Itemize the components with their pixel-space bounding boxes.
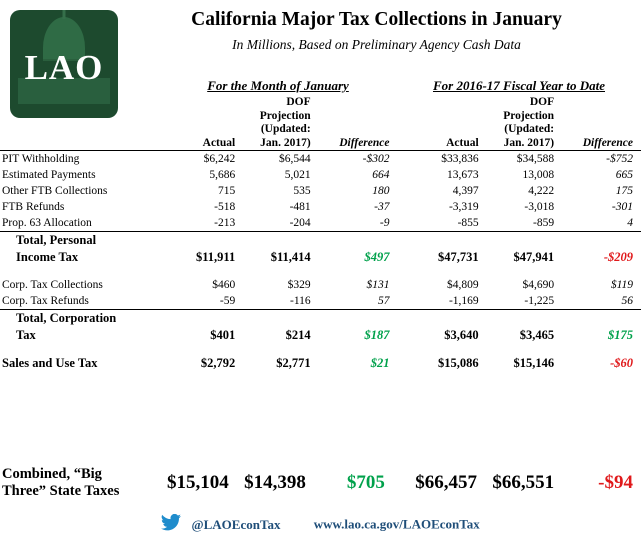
sales-year-difference: -$60 (610, 356, 633, 370)
total-corp-year-actual: $3,640 (444, 328, 479, 342)
header-row-line2 (0, 110, 641, 124)
total-pit-label-1: Total, Personal (0, 232, 167, 250)
cell-month-difference: -37 (374, 201, 390, 213)
cell-year-actual: -1,169 (448, 295, 479, 307)
cell-year-difference: 175 (615, 185, 633, 197)
sales-month-actual: $2,792 (200, 356, 236, 370)
cell-year-actual: -3,319 (448, 201, 479, 213)
sales-year-actual: $15,086 (438, 356, 479, 370)
row-label: Prop. 63 Allocation (2, 217, 92, 229)
tax-collections-table (0, 96, 641, 372)
cell-year-projection: 4,222 (528, 185, 555, 197)
sales-use-tax-label: Sales and Use Tax (2, 356, 98, 370)
total-pit-label-2: Income Tax (16, 250, 79, 264)
row-label: FTB Refunds (2, 201, 65, 213)
page-title: California Major Tax Collections in January (191, 9, 562, 30)
combined-month-actual: $15,104 (166, 472, 229, 493)
col-header-dof-m: DOF (286, 96, 311, 108)
cell-month-actual: -518 (214, 201, 236, 213)
total-corp-month-projection: $214 (285, 328, 311, 342)
website-url[interactable]: www.lao.ca.gov/LAOEconTax (313, 516, 480, 532)
total-pit-month-actual: $11,911 (195, 250, 236, 264)
cell-month-projection: -204 (289, 217, 311, 229)
total-pit-year-actual: $47,731 (438, 250, 479, 264)
col-header-actual-y: Actual (446, 136, 479, 149)
cell-month-difference: $131 (366, 279, 390, 291)
cell-month-actual: -59 (219, 295, 236, 307)
cell-year-projection: -1,225 (524, 295, 555, 307)
col-header-projection-m: Projection (259, 109, 311, 122)
table-row (0, 293, 641, 310)
cell-year-difference: $119 (610, 279, 633, 291)
col-header-projection-y: Projection (503, 109, 555, 122)
combined-year-projection: $66,551 (492, 472, 555, 493)
combined-label (0, 466, 158, 500)
table-row (0, 183, 641, 199)
cell-year-projection: $4,690 (522, 279, 555, 291)
table-body (0, 151, 641, 373)
header-row-line1 (0, 96, 641, 110)
total-row-corp-line1 (0, 310, 641, 328)
col-header-jan2017-y: Jan. 2017) (503, 136, 555, 149)
table-row (0, 151, 641, 168)
col-header-difference-m: Difference (339, 136, 390, 149)
cell-month-projection: 5,021 (284, 169, 311, 181)
cell-month-actual: $460 (212, 279, 236, 291)
total-row-pit-line2 (0, 249, 641, 266)
total-corp-year-projection: $3,465 (519, 328, 555, 342)
cell-year-difference: -301 (611, 201, 633, 213)
cell-year-projection: -859 (533, 217, 555, 229)
cell-year-projection: $34,588 (485, 151, 560, 168)
total-pit-month-difference: $497 (364, 250, 390, 264)
twitter-bird-icon (161, 514, 181, 535)
combined-label-line1: Combined, “Big (2, 466, 102, 482)
total-corp-year-difference: $175 (608, 328, 633, 342)
cell-year-actual: 4,397 (452, 185, 479, 197)
sales-year-projection: $15,146 (513, 356, 555, 370)
cell-month-difference: -$302 (317, 151, 398, 168)
cell-year-difference: 4 (627, 217, 633, 229)
total-pit-year-projection: $47,941 (513, 250, 555, 264)
row-label: Estimated Payments (2, 169, 96, 181)
header-row-line3 (0, 123, 641, 137)
combined-label-line2: Three” State Taxes (2, 483, 120, 499)
total-row-corp-line2 (0, 327, 641, 344)
table-head (0, 96, 641, 151)
combined-year-actual: $66,457 (415, 472, 477, 493)
cell-year-difference: -$752 (560, 151, 641, 168)
row-spacer (0, 266, 641, 273)
cell-month-projection: 535 (293, 185, 311, 197)
cell-year-projection: -3,018 (524, 201, 555, 213)
header-row-line4 (0, 137, 641, 151)
row-label: Corp. Tax Refunds (2, 295, 89, 307)
col-header-dof-y: DOF (529, 96, 555, 108)
footer (0, 514, 641, 535)
cell-month-actual: 5,686 (209, 169, 236, 181)
cell-month-projection: $329 (287, 279, 311, 291)
group-header-month: For the Month of January (207, 78, 349, 93)
cell-year-actual: $33,836 (411, 151, 485, 168)
cell-year-actual: $4,809 (447, 279, 479, 291)
cell-month-actual: $6,242 (167, 151, 241, 168)
total-corp-label-2: Tax (16, 328, 36, 342)
col-header-difference-y: Difference (582, 136, 633, 149)
cell-month-difference: 180 (372, 185, 390, 197)
table-row (0, 199, 641, 215)
cell-year-actual: -855 (457, 217, 479, 229)
sales-month-difference: $21 (370, 356, 390, 370)
col-header-actual-m: Actual (202, 136, 236, 149)
total-corp-label-1: Total, Corporation (0, 310, 167, 328)
row-spacer (0, 344, 641, 351)
table-row (0, 277, 641, 293)
cell-year-actual: 13,673 (447, 169, 479, 181)
combined-row (0, 466, 641, 500)
total-pit-year-difference: -$209 (603, 250, 633, 264)
sales-use-tax-row (0, 355, 641, 372)
col-header-jan2017-m: Jan. 2017) (260, 136, 311, 149)
cell-year-projection: 13,008 (522, 169, 555, 181)
total-corp-month-difference: $187 (364, 328, 390, 342)
combined-big-three-row (0, 466, 641, 500)
total-pit-month-projection: $11,414 (270, 250, 311, 264)
cell-year-difference: 56 (621, 295, 633, 307)
cell-month-actual: -213 (214, 217, 236, 229)
logo-text: LAO (24, 48, 104, 87)
sales-month-projection: $2,771 (276, 356, 311, 370)
total-corp-month-actual: $401 (210, 328, 236, 342)
cell-month-difference: 664 (372, 169, 390, 181)
cell-month-difference: 57 (378, 295, 390, 307)
table-row (0, 167, 641, 183)
cell-month-projection: -116 (290, 295, 311, 307)
combined-year-difference: -$94 (598, 472, 633, 493)
row-label: Other FTB Collections (2, 185, 108, 197)
col-header-updated-m: (Updated: (260, 123, 311, 135)
cell-month-projection: $6,544 (241, 151, 316, 168)
cell-month-difference: -9 (379, 217, 390, 229)
cell-month-actual: 715 (217, 185, 236, 197)
twitter-handle[interactable]: @LAOEconTax (191, 516, 281, 532)
row-label: PIT Withholding (0, 151, 167, 168)
combined-month-projection: $14,398 (244, 472, 306, 493)
cell-year-difference: 665 (615, 169, 633, 181)
col-header-updated-y: (Updated: (504, 123, 555, 135)
group-header-fiscal-year: For 2016-17 Fiscal Year to Date (432, 78, 605, 93)
combined-month-difference: $705 (346, 472, 385, 493)
total-row-pit-line1 (0, 232, 641, 250)
cell-month-projection: -481 (289, 201, 311, 213)
row-label: Corp. Tax Collections (2, 279, 103, 291)
table-row (0, 215, 641, 232)
page-subtitle: In Millions, Based on Preliminary Agency Cash Data (232, 37, 521, 52)
